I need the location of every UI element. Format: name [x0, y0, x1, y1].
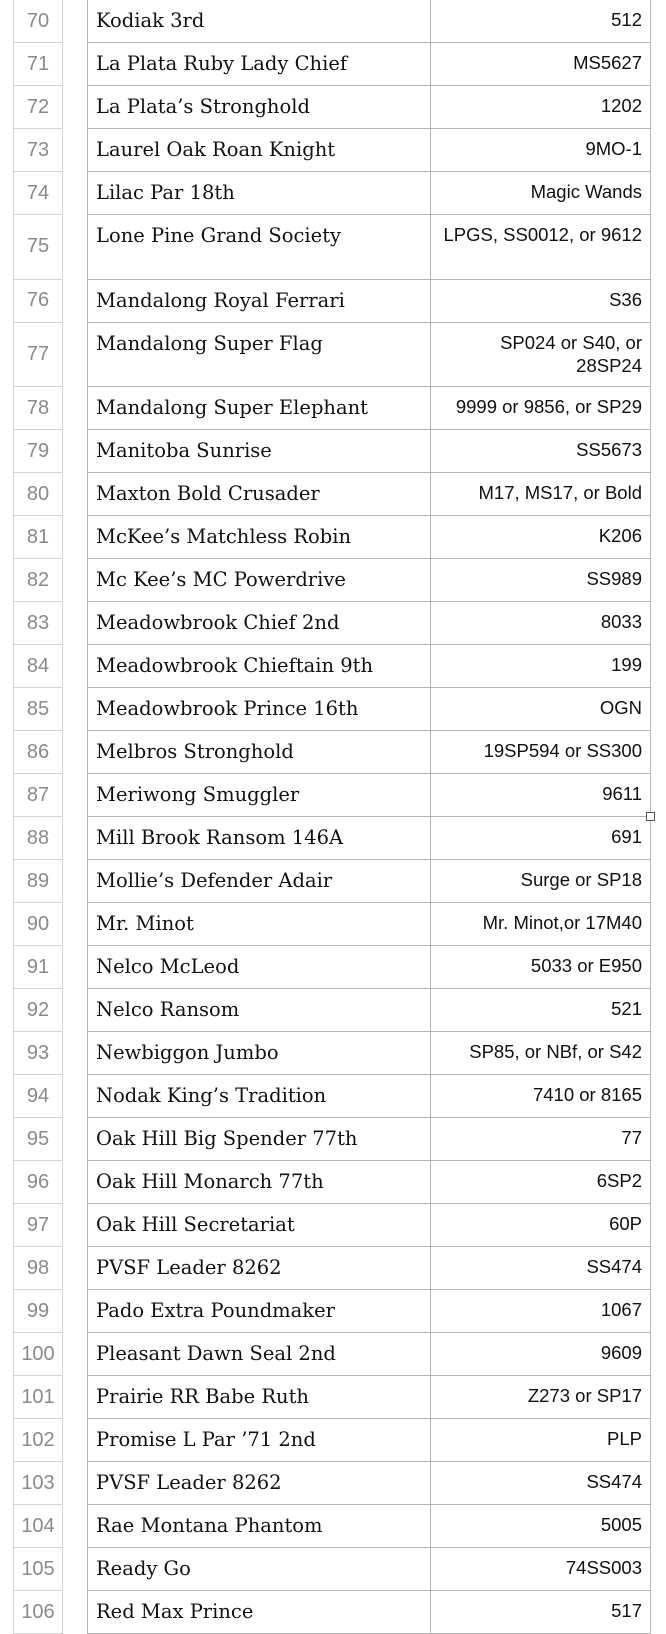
bull-name-cell[interactable]: Rae Montana Phantom [87, 1505, 430, 1548]
row-number[interactable]: 89 [13, 860, 63, 903]
code-cell[interactable]: LPGS, SS0012, or 9612 [430, 215, 651, 280]
row-number[interactable]: 87 [13, 774, 63, 817]
code-cell[interactable]: 9611 [430, 774, 651, 817]
code-cell[interactable]: 5033 or E950 [430, 946, 651, 989]
row-number[interactable]: 93 [13, 1032, 63, 1075]
row-number[interactable]: 80 [13, 473, 63, 516]
row-number[interactable]: 83 [13, 602, 63, 645]
row-number[interactable]: 85 [13, 688, 63, 731]
bull-name-cell[interactable]: Kodiak 3rd [87, 0, 430, 43]
code-cell[interactable]: S36 [430, 280, 651, 323]
table-row [0, 946, 666, 989]
bull-name-cell[interactable]: Lone Pine Grand Society [87, 215, 430, 280]
code-cell[interactable]: 9999 or 9856, or SP29 [430, 387, 651, 430]
bull-name-cell[interactable]: La Plata’s Stronghold [87, 86, 430, 129]
bull-name-cell[interactable]: Maxton Bold Crusader [87, 473, 430, 516]
table-row [0, 645, 666, 688]
row-number[interactable]: 99 [13, 1290, 63, 1333]
code-cell[interactable]: K206 [430, 516, 651, 559]
table-row [0, 1419, 666, 1462]
row-number[interactable]: 74 [13, 172, 63, 215]
table-row [0, 1247, 666, 1290]
table-row [0, 86, 666, 129]
bull-name-cell[interactable]: Meriwong Smuggler [87, 774, 430, 817]
table-row [0, 989, 666, 1032]
table-row [0, 1333, 666, 1376]
code-cell[interactable]: Surge or SP18 [430, 860, 651, 903]
row-number[interactable]: 78 [13, 387, 63, 430]
row-number[interactable]: 95 [13, 1118, 63, 1161]
code-cell[interactable]: 517 [430, 1591, 651, 1634]
bull-name-cell[interactable]: Red Max Prince [87, 1591, 430, 1634]
code-cell[interactable]: SS474 [430, 1247, 651, 1290]
code-cell[interactable]: SP024 or S40, or 28SP24 [430, 323, 651, 388]
code-cell[interactable]: 691 [430, 817, 651, 860]
code-cell[interactable]: SS989 [430, 559, 651, 602]
bull-name-cell[interactable]: PVSF Leader 8262 [87, 1247, 430, 1290]
bull-name-cell[interactable]: Nodak King’s Tradition [87, 1075, 430, 1118]
code-cell[interactable]: Mr. Minot,or 17M40 [430, 903, 651, 946]
row-number[interactable]: 100 [13, 1333, 63, 1376]
code-cell[interactable]: 9609 [430, 1333, 651, 1376]
table-row [0, 688, 666, 731]
row-number[interactable]: 76 [13, 280, 63, 323]
bull-name-cell[interactable]: Mandalong Super Elephant [87, 387, 430, 430]
code-cell[interactable]: Magic Wands [430, 172, 651, 215]
bull-name-cell[interactable]: Melbros Stronghold [87, 731, 430, 774]
row-number[interactable]: 92 [13, 989, 63, 1032]
bull-name-cell[interactable]: Manitoba Sunrise [87, 430, 430, 473]
bull-name-cell[interactable]: Prairie RR Babe Ruth [87, 1376, 430, 1419]
code-cell[interactable]: 6SP2 [430, 1161, 651, 1204]
table-row [0, 172, 666, 215]
table-row [0, 1290, 666, 1333]
table-row [0, 602, 666, 645]
code-cell[interactable]: SP85, or NBf, or S42 [430, 1032, 651, 1075]
table-row [0, 860, 666, 903]
code-cell[interactable]: 521 [430, 989, 651, 1032]
code-cell[interactable]: 8033 [430, 602, 651, 645]
table-row [0, 323, 666, 388]
row-number[interactable]: 105 [13, 1548, 63, 1591]
bull-name-cell[interactable]: Nelco McLeod [87, 946, 430, 989]
code-cell[interactable]: SS5673 [430, 430, 651, 473]
code-cell[interactable]: M17, MS17, or Bold [430, 473, 651, 516]
bull-name-cell[interactable]: PVSF Leader 8262 [87, 1462, 430, 1505]
row-number[interactable]: 103 [13, 1462, 63, 1505]
row-number[interactable]: 97 [13, 1204, 63, 1247]
table-row [0, 1548, 666, 1591]
table-row [0, 903, 666, 946]
table-row [0, 129, 666, 172]
bull-name-cell[interactable]: Oak Hill Big Spender 77th [87, 1118, 430, 1161]
bull-name-cell[interactable]: Mc Kee’s MC Powerdrive [87, 559, 430, 602]
row-number[interactable]: 79 [13, 430, 63, 473]
code-cell[interactable]: 512 [430, 0, 651, 43]
table-row [0, 1591, 666, 1634]
table-row [0, 1462, 666, 1505]
bull-name-cell[interactable]: Oak Hill Secretariat [87, 1204, 430, 1247]
table-row [0, 559, 666, 602]
table-row [0, 516, 666, 559]
row-number[interactable]: 91 [13, 946, 63, 989]
table-row [0, 280, 666, 323]
cell-resize-handle[interactable] [646, 812, 655, 821]
row-number[interactable]: 88 [13, 817, 63, 860]
table-row [0, 1161, 666, 1204]
bull-name-cell[interactable]: Promise L Par ’71 2nd [87, 1419, 430, 1462]
bull-name-cell[interactable]: Mill Brook Ransom 146A [87, 817, 430, 860]
table-row [0, 430, 666, 473]
code-cell[interactable]: MS5627 [430, 43, 651, 86]
table-row [0, 0, 666, 43]
table-row [0, 1204, 666, 1247]
table-row [0, 1032, 666, 1075]
bull-name-cell[interactable]: McKee’s Matchless Robin [87, 516, 430, 559]
bull-name-cell[interactable]: Pado Extra Poundmaker [87, 1290, 430, 1333]
code-cell[interactable]: PLP [430, 1419, 651, 1462]
table-row [0, 43, 666, 86]
code-cell[interactable]: 9MO-1 [430, 129, 651, 172]
row-number[interactable]: 82 [13, 559, 63, 602]
table-row [0, 1505, 666, 1548]
code-cell[interactable]: SS474 [430, 1462, 651, 1505]
code-cell[interactable]: 60P [430, 1204, 651, 1247]
row-number[interactable]: 81 [13, 516, 63, 559]
row-number[interactable]: 75 [13, 215, 63, 280]
table-row [0, 1118, 666, 1161]
bull-name-cell[interactable]: Mr. Minot [87, 903, 430, 946]
row-number[interactable]: 73 [13, 129, 63, 172]
row-number[interactable]: 102 [13, 1419, 63, 1462]
code-cell[interactable]: 19SP594 or SS300 [430, 731, 651, 774]
row-number[interactable]: 70 [13, 0, 63, 43]
table-row [0, 731, 666, 774]
row-number[interactable]: 104 [13, 1505, 63, 1548]
row-number[interactable]: 84 [13, 645, 63, 688]
row-number[interactable]: 106 [13, 1591, 63, 1634]
bull-name-cell[interactable]: Newbiggon Jumbo [87, 1032, 430, 1075]
bull-name-cell[interactable]: Mandalong Royal Ferrari [87, 280, 430, 323]
code-cell[interactable]: 77 [430, 1118, 651, 1161]
code-cell[interactable]: 74SS003 [430, 1548, 651, 1591]
table-row [0, 1075, 666, 1118]
code-cell[interactable]: 1202 [430, 86, 651, 129]
code-cell[interactable]: 199 [430, 645, 651, 688]
table-row [0, 215, 666, 280]
code-cell[interactable]: OGN [430, 688, 651, 731]
bull-name-cell[interactable]: Meadowbrook Prince 16th [87, 688, 430, 731]
table-row [0, 817, 666, 860]
bull-name-cell[interactable]: Nelco Ransom [87, 989, 430, 1032]
bull-name-cell[interactable]: Mollie’s Defender Adair [87, 860, 430, 903]
row-number[interactable]: 71 [13, 43, 63, 86]
table-row [0, 774, 666, 817]
table-row [0, 1376, 666, 1419]
row-number[interactable]: 98 [13, 1247, 63, 1290]
bull-name-cell[interactable]: Laurel Oak Roan Knight [87, 129, 430, 172]
bull-name-cell[interactable]: La Plata Ruby Lady Chief [87, 43, 430, 86]
row-number[interactable]: 77 [13, 323, 63, 388]
bull-name-cell[interactable]: Pleasant Dawn Seal 2nd [87, 1333, 430, 1376]
code-cell[interactable]: 5005 [430, 1505, 651, 1548]
table-row [0, 387, 666, 430]
row-number[interactable]: 101 [13, 1376, 63, 1419]
bull-name-cell[interactable]: Meadowbrook Chieftain 9th [87, 645, 430, 688]
bull-name-cell[interactable]: Oak Hill Monarch 77th [87, 1161, 430, 1204]
row-number[interactable]: 86 [13, 731, 63, 774]
code-cell[interactable]: 7410 or 8165 [430, 1075, 651, 1118]
row-number[interactable]: 96 [13, 1161, 63, 1204]
bull-name-cell[interactable]: Mandalong Super Flag [87, 323, 430, 388]
code-cell[interactable]: 1067 [430, 1290, 651, 1333]
code-cell[interactable]: Z273 or SP17 [430, 1376, 651, 1419]
table-row [0, 473, 666, 516]
row-number[interactable]: 90 [13, 903, 63, 946]
bull-name-cell[interactable]: Ready Go [87, 1548, 430, 1591]
row-number[interactable]: 94 [13, 1075, 63, 1118]
bull-name-cell[interactable]: Lilac Par 18th [87, 172, 430, 215]
bull-name-cell[interactable]: Meadowbrook Chief 2nd [87, 602, 430, 645]
row-number[interactable]: 72 [13, 86, 63, 129]
